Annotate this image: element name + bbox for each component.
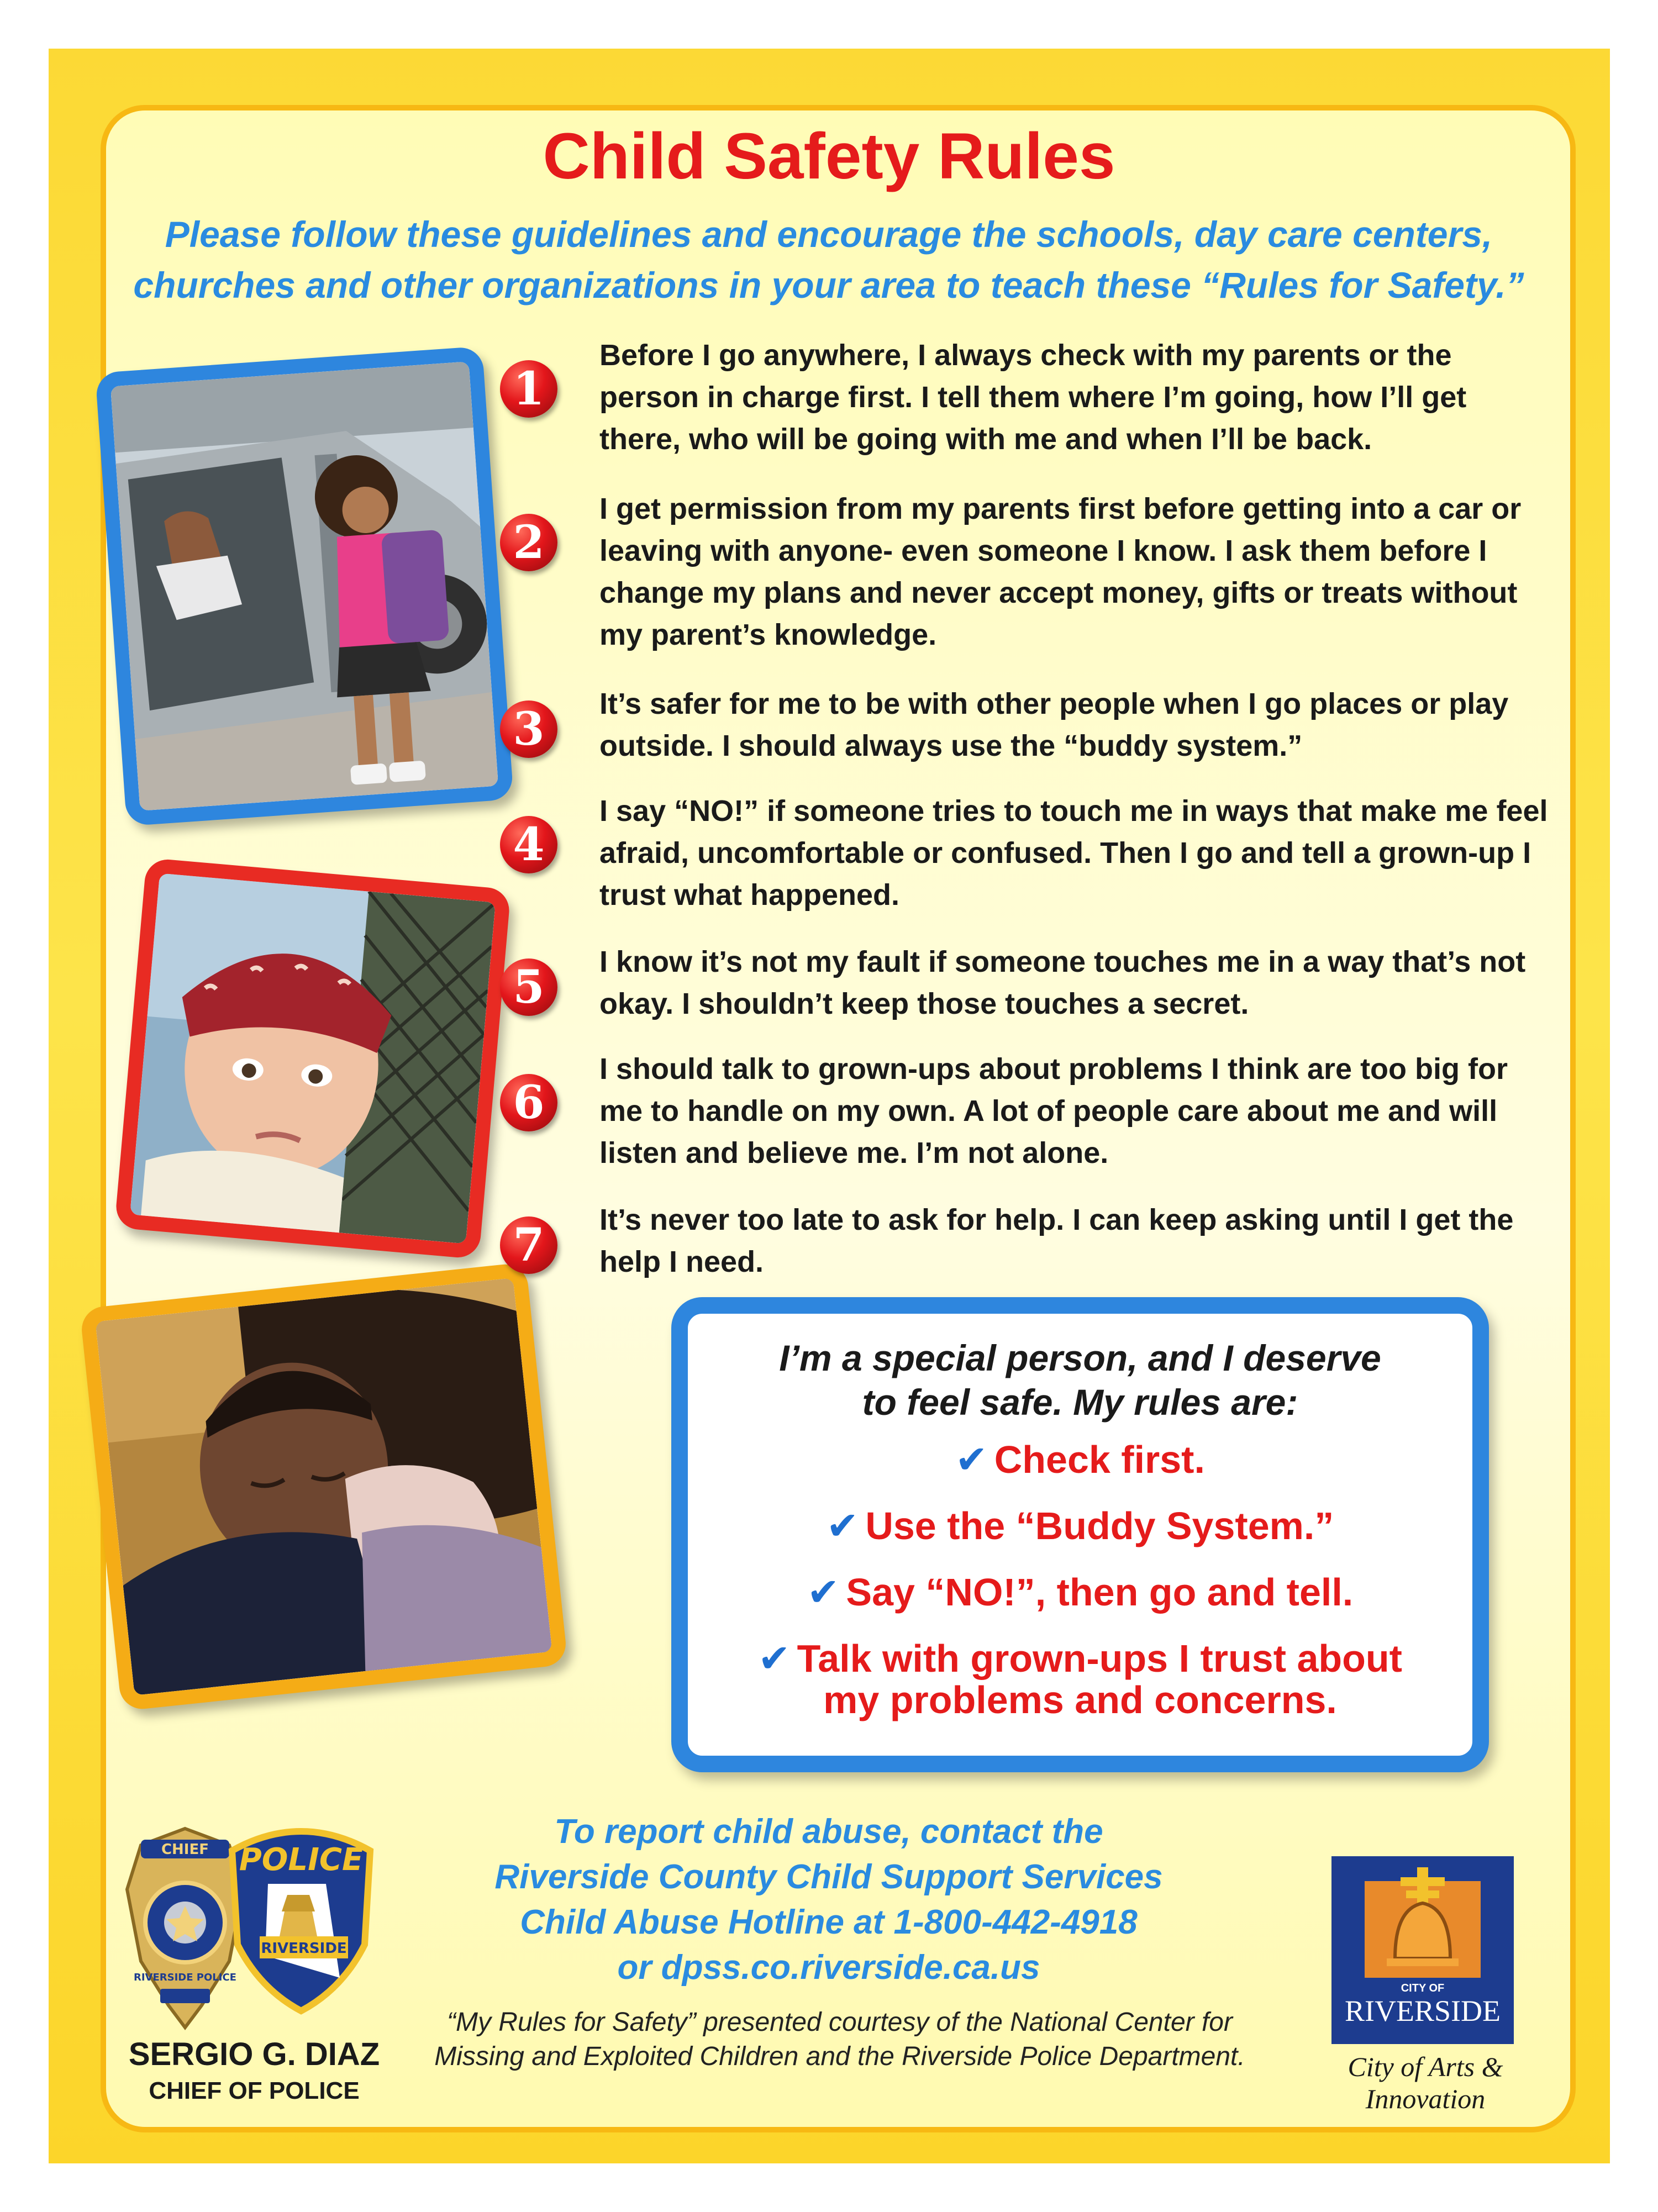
page-subtitle: Please follow these guidelines and encourage the schools, day care centers, churches and other organizations in your area to teach these “Rules for Safety.” xyxy=(133,214,1524,306)
patch-label-bottom: RIVERSIDE xyxy=(261,1940,347,1957)
photo-child-with-bandana xyxy=(114,857,511,1259)
police-shoulder-patch-icon xyxy=(221,1818,381,2019)
hotline-line: Child Abuse Hotline at 1-800-442-4918 xyxy=(520,1903,1138,1941)
courtesy-note xyxy=(387,2005,1293,2074)
rule-number-badge-icon: 1 xyxy=(500,360,557,418)
courtesy-line: “My Rules for Safety” presented courtesy of the National Center for xyxy=(447,2008,1233,2037)
pledge-intro-line: I’m a special person, and I deserve xyxy=(779,1337,1381,1378)
rule-text: It’s safer for me to be with other people when I go places or play outside. I should always use the “buddy system.” xyxy=(599,687,1509,762)
checkmark-icon: ✔ xyxy=(826,1503,859,1549)
city-logo-small-text: CITY OF xyxy=(1401,1982,1445,1994)
courtesy-line: Missing and Exploited Children and the Riverside Police Department. xyxy=(434,2042,1245,2071)
checkmark-icon: ✔ xyxy=(955,1437,988,1482)
page-title: Child Safety Rules xyxy=(543,120,1115,193)
pledge-item-say-no xyxy=(688,1571,1472,1614)
checkmark-icon: ✔ xyxy=(807,1570,840,1615)
chief-name: SERGIO G. DIAZ xyxy=(128,2036,380,2072)
photo-boy-hugging-adult xyxy=(80,1262,568,1711)
chief-title: CHIEF OF POLICE xyxy=(149,2077,360,2104)
pledge-item-talk-with-grownups xyxy=(688,1637,1472,1680)
bell-with-cross-icon xyxy=(1331,1856,1514,1983)
city-logo-name: RIVERSIDE xyxy=(1345,1994,1501,2027)
pledge-item-buddy-system xyxy=(688,1504,1472,1547)
badge-label-ring: RIVERSIDE POLICE xyxy=(134,1972,236,1983)
rule-number-badge-icon: 6 xyxy=(500,1074,557,1131)
pledge-item-continuation: my problems and concerns. xyxy=(823,1678,1337,1721)
pledge-item-label: Check first. xyxy=(994,1438,1205,1481)
pledge-intro-line: to feel safe. My rules are: xyxy=(862,1382,1298,1423)
rule-number-badge-icon: 5 xyxy=(500,958,557,1016)
rule-number-badge-icon: 3 xyxy=(500,701,557,758)
rule-text: I say “NO!” if someone tries to touch me in ways that make me feel afraid, uncomfortable or confused. Then I go and tell a grown-up I trust what happened. xyxy=(599,794,1548,912)
pledge-item-label: Talk with grown-ups I trust about xyxy=(797,1637,1402,1680)
rule-number-badge-icon: 7 xyxy=(500,1216,557,1274)
pledge-intro xyxy=(688,1336,1472,1424)
pledge-item-check-first xyxy=(688,1438,1472,1481)
badge-label-top: CHIEF xyxy=(161,1841,209,1858)
pledge-item-label: Say “NO!”, then go and tell. xyxy=(846,1571,1354,1614)
website-link[interactable]: or dpss.co.riverside.ca.us xyxy=(617,1948,1040,1987)
report-line: To report child abuse, contact the xyxy=(554,1813,1103,1851)
pledge-item-label: Use the “Buddy System.” xyxy=(865,1504,1334,1547)
rule-text: I know it’s not my fault if someone touches me in a way that’s not okay. I shouldn’t keep those touches a secret. xyxy=(599,945,1526,1020)
rule-number-badge-icon: 2 xyxy=(500,514,557,571)
rule-text: It’s never too late to ask for help. I can keep asking until I get the help I need. xyxy=(599,1203,1514,1278)
patch-label-top: POLICE xyxy=(239,1842,364,1878)
city-tagline: City of Arts & Innovation xyxy=(1348,2051,1503,2114)
checkmark-icon: ✔ xyxy=(758,1636,791,1681)
report-abuse-info xyxy=(387,1809,1271,1990)
city-of-riverside-logo xyxy=(1331,1856,1514,2044)
rule-number-badge-icon: 4 xyxy=(500,816,557,873)
rules-pledge-box xyxy=(671,1297,1489,1772)
rule-text: I get permission from my parents first before getting into a car or leaving with anyone- even someone I know. I ask them before I change my plans and never accept money, gifts or treats without my parent’s knowledge. xyxy=(599,492,1522,651)
report-line: Riverside County Child Support Services xyxy=(494,1858,1163,1896)
rule-text: I should talk to grown-ups about problems I think are too big for me to handle on my own. A lot of people care about me and will listen and believe me. I’m not alone. xyxy=(599,1052,1508,1170)
rule-text: Before I go anywhere, I always check with my parents or the person in charge first. I tell them where I’m going, how I’ll get there, who will be going with me and when I’ll be back. xyxy=(599,339,1467,456)
photo-girl-entering-car xyxy=(95,346,514,826)
